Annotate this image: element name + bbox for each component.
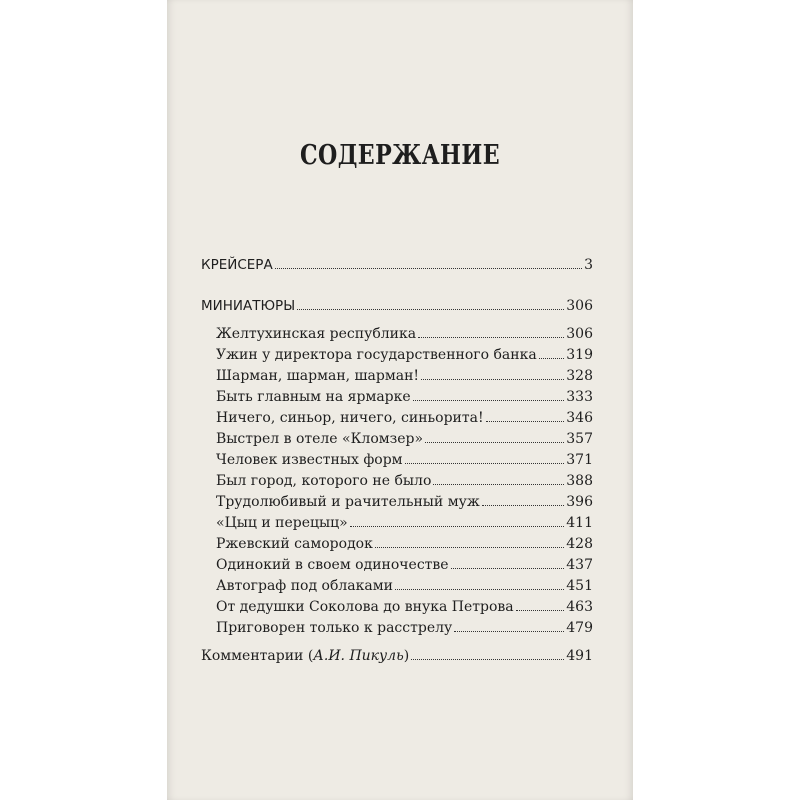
toc-entry-label: От дедушки Соколова до внука Петрова xyxy=(216,599,514,615)
comments-author: А.И. Пикуль xyxy=(313,648,404,664)
toc-entry-label: МИНИАТЮРЫ xyxy=(201,298,296,314)
toc-sub-entry xyxy=(216,577,593,595)
dot-leader xyxy=(421,379,564,380)
dot-leader xyxy=(418,337,564,338)
toc-sub-entry xyxy=(216,535,593,553)
toc-entry-page: 319 xyxy=(566,347,593,363)
dot-leader xyxy=(405,463,565,464)
dot-leader xyxy=(297,309,564,310)
toc-entry-label: Выстрел в отеле «Кломзер» xyxy=(216,431,424,447)
dot-leader xyxy=(486,421,565,422)
toc-entry-page: 371 xyxy=(566,452,593,468)
toc-entry-label: Ржевский самородок xyxy=(216,536,373,552)
toc-entry-label: КРЕЙСЕРА xyxy=(201,257,273,273)
toc-entry-page: 357 xyxy=(566,431,593,447)
dot-leader xyxy=(350,526,565,527)
dot-leader xyxy=(451,568,565,569)
dot-leader xyxy=(433,484,564,485)
toc-entry-label: Одинокий в своем одиночестве xyxy=(216,557,449,573)
toc-entry-page: 491 xyxy=(566,648,593,664)
toc-entry-page: 463 xyxy=(566,599,593,615)
dot-leader xyxy=(482,505,565,506)
toc-entry-label xyxy=(201,647,409,665)
comments-label-text: Комментарии ( xyxy=(201,648,314,664)
toc-entry-page: 306 xyxy=(566,326,593,342)
toc-entry-label: Автограф под облаками xyxy=(216,578,393,594)
toc-sub-entry xyxy=(216,388,593,406)
toc-entry-page: 396 xyxy=(566,494,593,510)
dot-leader xyxy=(413,400,565,401)
toc-sub-entry xyxy=(216,325,593,343)
toc-entry-page: 388 xyxy=(566,473,593,489)
toc-entry-label: Трудолюбивый и рачительный муж xyxy=(216,494,480,510)
toc-sub-entry xyxy=(216,619,593,637)
toc-entry-miniatyury xyxy=(201,297,593,315)
dot-leader xyxy=(375,547,564,548)
dot-leader xyxy=(275,268,582,269)
toc-sub-entry xyxy=(216,451,593,469)
toc-entry-label: «Цыц и перецыц» xyxy=(216,515,348,531)
toc-entry-page: 479 xyxy=(566,620,593,636)
toc-entry-page: 451 xyxy=(566,578,593,594)
toc-entry-label: Ужин у директора государственного банка xyxy=(216,347,537,363)
toc-sub-entry xyxy=(216,367,593,385)
toc-entry-page: 411 xyxy=(566,515,593,531)
toc-entry-kreysera xyxy=(201,256,593,274)
toc-entry-page: 328 xyxy=(566,368,593,384)
toc-sub-entry xyxy=(216,430,593,448)
dot-leader xyxy=(395,589,564,590)
toc-entry-page: 3 xyxy=(584,257,593,273)
toc-sub-entry xyxy=(216,556,593,574)
toc-sub-entry xyxy=(216,493,593,511)
toc-entry-page: 306 xyxy=(566,298,593,314)
toc-sub-entry xyxy=(216,346,593,364)
toc-sub-entry xyxy=(216,598,593,616)
toc-sub-entry xyxy=(216,472,593,490)
toc-entry-label: Приговорен только к расстрелу xyxy=(216,620,453,636)
toc-entry-label: Желтухинская республика xyxy=(216,326,417,342)
toc-entry-comments xyxy=(201,647,593,665)
toc-entry-label: Человек известных форм xyxy=(216,452,403,468)
toc-sub-entry xyxy=(216,409,593,427)
toc-entry-page: 346 xyxy=(566,410,593,426)
comments-label-close: ) xyxy=(403,648,410,664)
toc-entry-label: Ничего, синьор, ничего, синьорита! xyxy=(216,410,484,426)
toc-entry-page: 428 xyxy=(566,536,593,552)
book-page xyxy=(167,0,633,800)
dot-leader xyxy=(454,631,564,632)
toc-entry-label: Шарман, шарман, шарман! xyxy=(216,368,420,384)
toc-entry-page: 437 xyxy=(566,557,593,573)
toc-sub-entry xyxy=(216,514,593,532)
dot-leader xyxy=(425,442,564,443)
dot-leader xyxy=(516,610,565,611)
toc-entry-label: Быть главным на ярмарке xyxy=(216,389,411,405)
dot-leader xyxy=(411,659,564,660)
toc-entry-page: 333 xyxy=(566,389,593,405)
dot-leader xyxy=(539,358,565,359)
page-title: СОДЕРЖАНИЕ xyxy=(299,140,501,171)
toc-entry-label: Был город, которого не было xyxy=(216,473,432,489)
